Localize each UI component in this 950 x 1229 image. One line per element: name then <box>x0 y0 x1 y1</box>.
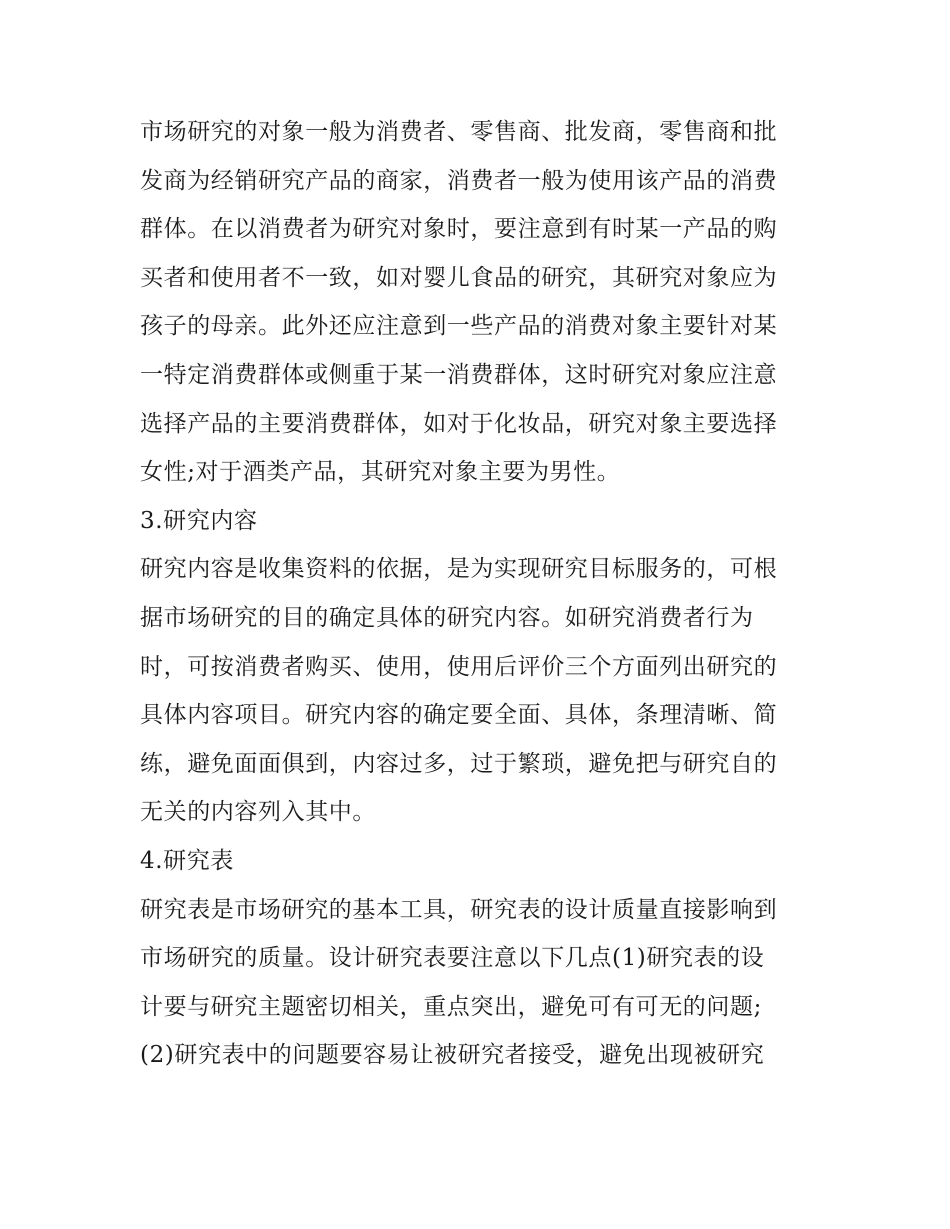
text-line: 买者和使用者不一致，如对婴儿食品的研究，其研究对象应为 <box>140 264 778 291</box>
text-line: 练，避免面面俱到，内容过多，过于繁琐，避免把与研究自的 <box>140 750 778 777</box>
text-line: 发商为经销研究产品的商家，消费者一般为使用该产品的消费 <box>140 167 778 194</box>
text-line: 研究表是市场研究的基本工具，研究表的设计质量直接影响到 <box>140 896 778 923</box>
text-line: 女性;对于酒类产品，其研究对象主要为男性。 <box>140 459 621 486</box>
text-line: 研究内容是收集资料的依据，是为实现研究目标服务的，可根 <box>140 556 778 583</box>
section-heading: 3.研究内容 <box>140 507 258 534</box>
text-line: 孩子的母亲。此外还应注意到一些产品的消费对象主要针对某 <box>140 313 778 340</box>
text-line: (2)研究表中的问题要容易让被研究者接受，避免出现被研究 <box>140 1042 765 1069</box>
text-line: 群体。在以消费者为研究对象时，要注意到有时某一产品的购 <box>140 216 778 243</box>
text-line: 选择产品的主要消费群体，如对于化妆品，研究对象主要选择 <box>140 410 778 437</box>
text-line: 一特定消费群体或侧重于某一消费群体，这时研究对象应注意 <box>140 361 778 388</box>
text-line: 市场研究的对象一般为消费者、零售商、批发商，零售商和批 <box>140 119 778 145</box>
text-line: 具体内容项目。研究内容的确定要全面、具体，条理清晰、简 <box>140 702 778 729</box>
text-line: 据市场研究的目的确定具体的研究内容。如研究消费者行为 <box>140 604 754 631</box>
text-line: 无关的内容列入其中。 <box>140 799 376 826</box>
section-heading: 4.研究表 <box>140 847 234 874</box>
text-line: 计要与研究主题密切相关，重点突出，避免可有可无的问题; <box>140 993 762 1020</box>
text-line: 市场研究的质量。设计研究表要注意以下几点(1)研究表的设 <box>140 945 765 972</box>
text-line: 时，可按消费者购买、使用，使用后评价三个方面列出研究的 <box>140 653 778 680</box>
document-page <box>140 108 812 1080</box>
